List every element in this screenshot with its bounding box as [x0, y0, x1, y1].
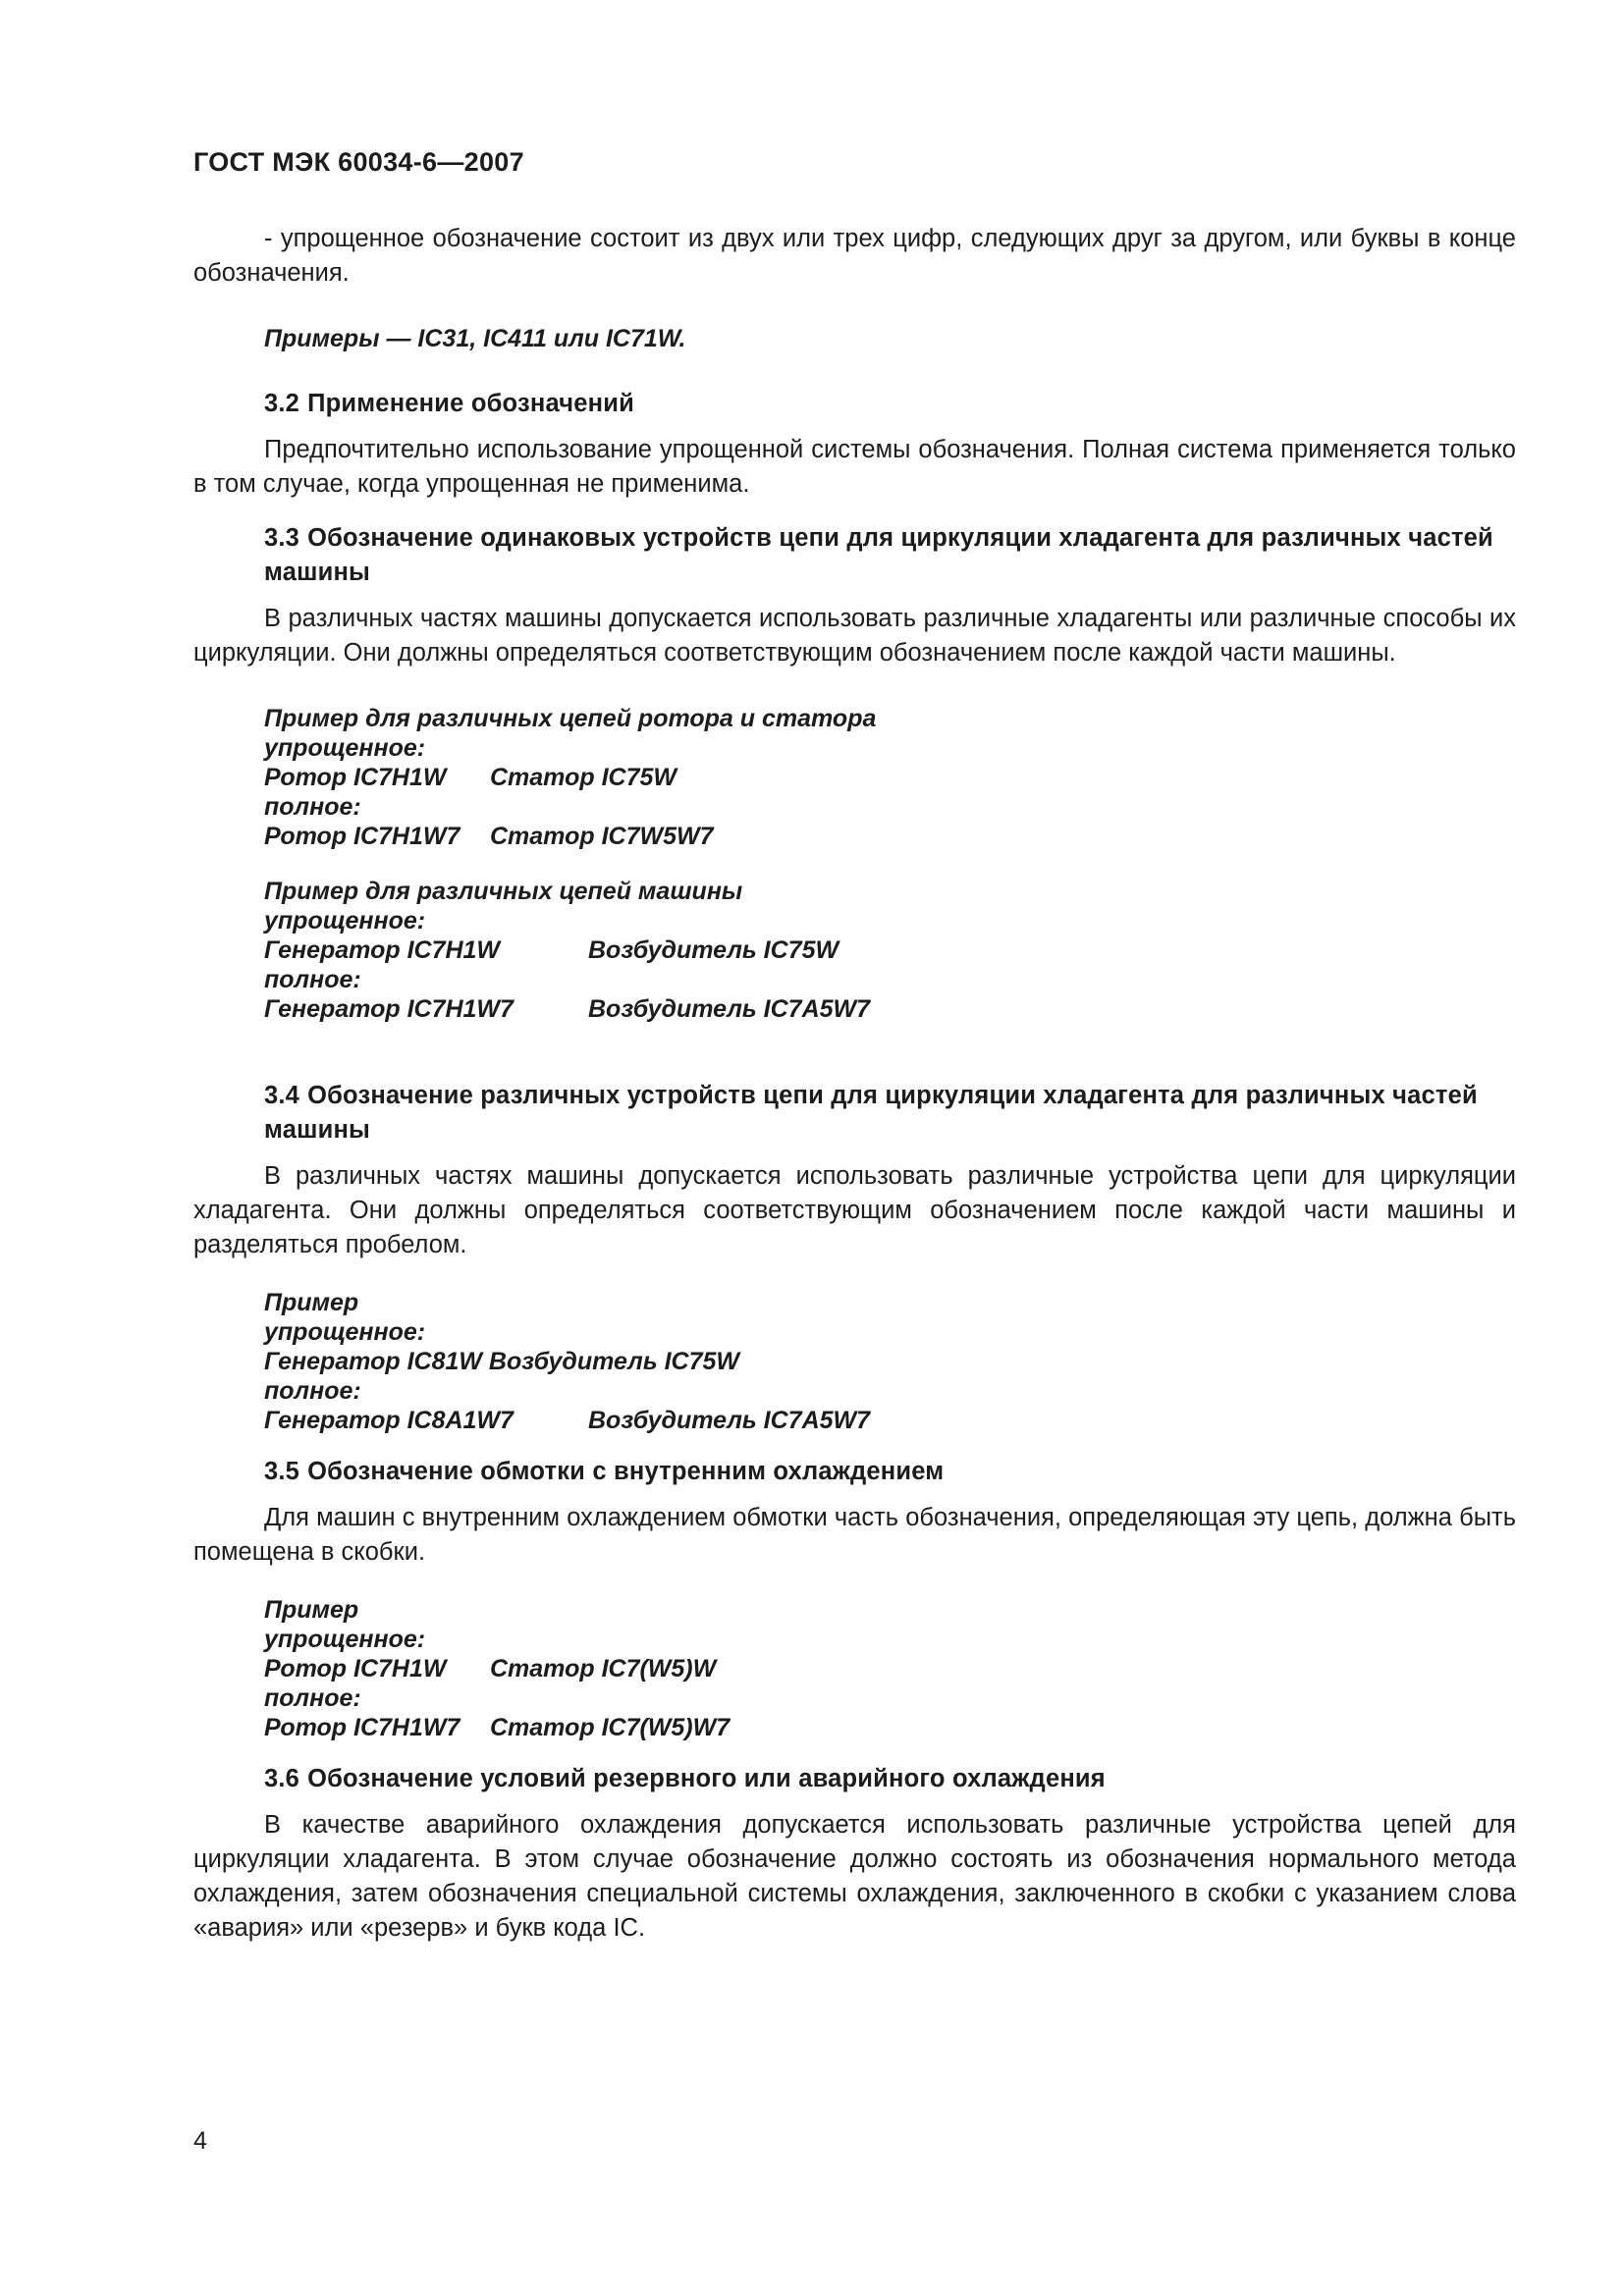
section-3-3-example-1 — [193, 704, 1516, 851]
page-number: 4 — [193, 2127, 207, 2155]
example-simplified-row — [264, 763, 1516, 792]
example-simplified-label: упрощенное: — [264, 1318, 426, 1346]
example-value: Генератор IC7H1W7 — [264, 995, 514, 1023]
section-3-4-heading — [193, 1079, 1516, 1148]
example-simplified-label: упрощенное: — [264, 734, 426, 762]
section-title: Обозначение условий резервного или аварийного охлаждения — [307, 1765, 1106, 1792]
example-simplified-row — [264, 935, 1516, 965]
section-3-3-text: В различных частях машины допускается использовать различные хладагенты или различные способы их циркуляции. Они должны определяться соответствующим обозначением после каждой части машины. — [193, 605, 1516, 667]
example-full-row — [264, 1713, 1516, 1742]
section-3-3-example-2 — [193, 877, 1516, 1024]
section-3-6-heading — [193, 1762, 1516, 1796]
example-value: Ротор IC7H1W7 — [264, 1714, 460, 1741]
example-full-row — [264, 1406, 1516, 1435]
example-value: Ротор IC7H1W7 — [264, 823, 460, 850]
section-number: 3.5 — [264, 1458, 300, 1485]
section-number: 3.4 — [264, 1082, 300, 1109]
intro-bullet: - упрощенное обозначение состоит из двух или трех цифр, следующих друг за другом, или буквы в конце обозначения. — [193, 225, 1516, 287]
section-3-2-heading — [193, 387, 1516, 421]
example-title: Пример — [264, 1596, 359, 1624]
section-title: Применение обозначений — [307, 390, 634, 417]
example-value: Генератор IC8A1W7 — [264, 1407, 514, 1434]
example-value: Возбудитель IC7A5W7 — [588, 995, 871, 1023]
example-value: Возбудитель IC7A5W7 — [588, 1407, 871, 1434]
example-simplified-label: упрощенное: — [264, 1626, 426, 1653]
example-value: Статор IC7(W5)W7 — [490, 1714, 731, 1741]
intro-examples: Примеры — IC31, IC411 или IC71W. — [264, 325, 686, 352]
example-value: Ротор IC7H1W — [264, 1655, 447, 1682]
page-content — [193, 222, 1516, 1946]
example-title: Пример — [264, 1289, 359, 1316]
section-number: 3.3 — [264, 524, 300, 552]
document-header: ГОСТ МЭК 60034-6—2007 — [193, 147, 524, 177]
example-value: Возбудитель IC75W — [588, 936, 839, 964]
section-number: 3.6 — [264, 1765, 300, 1792]
section-3-4-text: В различных частях машины допускается использовать различные устройства цепи для циркуляции хладагента. Они должны определяться соответствующим обозначением после каждой части машины и разделяться пробелом. — [193, 1162, 1516, 1258]
section-number: 3.2 — [264, 390, 300, 417]
example-full-row — [264, 822, 1516, 851]
example-full-label: полное: — [264, 793, 361, 821]
section-3-2-text: Предпочтительно использование упрощенной системы обозначения. Полная система применяется только в том случае, когда упрощенная не применима. — [193, 436, 1516, 498]
example-value: Ротор IC7H1W — [264, 764, 447, 791]
section-3-5-example — [193, 1595, 1516, 1742]
section-3-3-heading — [193, 521, 1516, 590]
example-full-label: полное: — [264, 1377, 361, 1405]
example-simplified-label: упрощенное: — [264, 907, 426, 934]
section-title: Обозначение различных устройств цепи для циркуляции хладагента для различных частей машины — [264, 1082, 1478, 1144]
example-value: Генератор IC7H1W — [264, 936, 501, 964]
example-value: Статор IC7W5W7 — [490, 823, 714, 850]
example-full-row — [264, 994, 1516, 1024]
example-value: Статор IC75W — [490, 764, 677, 791]
section-3-6-text: В качестве аварийного охлаждения допускается использовать различные устройства цепей для циркуляции хладагента. В этом случае обозначение должно состоять из обозначения нормального метода охлаждения, затем обозначения специальной системы охлаждения, заключенного в скобки с указанием слова «авария» или «резерв» и букв кода IC. — [193, 1811, 1516, 1942]
example-title: Пример для различных цепей машины — [264, 878, 743, 905]
section-title: Обозначение одинаковых устройств цепи для циркуляции хладагента для различных частей машины — [264, 524, 1493, 586]
example-full-label: полное: — [264, 966, 361, 993]
example-full-label: полное: — [264, 1684, 361, 1712]
section-3-4-example — [193, 1288, 1516, 1435]
section-title: Обозначение обмотки с внутренним охлаждением — [307, 1458, 945, 1485]
example-simplified-row: Генератор IC81W Возбудитель IC75W — [264, 1348, 740, 1375]
example-title: Пример для различных цепей ротора и статора — [264, 705, 877, 732]
section-3-5-heading — [193, 1455, 1516, 1489]
example-value: Статор IC7(W5)W — [490, 1655, 717, 1682]
example-simplified-row — [264, 1654, 1516, 1683]
section-3-5-text: Для машин с внутренним охлаждением обмотки часть обозначения, определяющая эту цепь, должна быть помещена в скобки. — [193, 1504, 1516, 1566]
